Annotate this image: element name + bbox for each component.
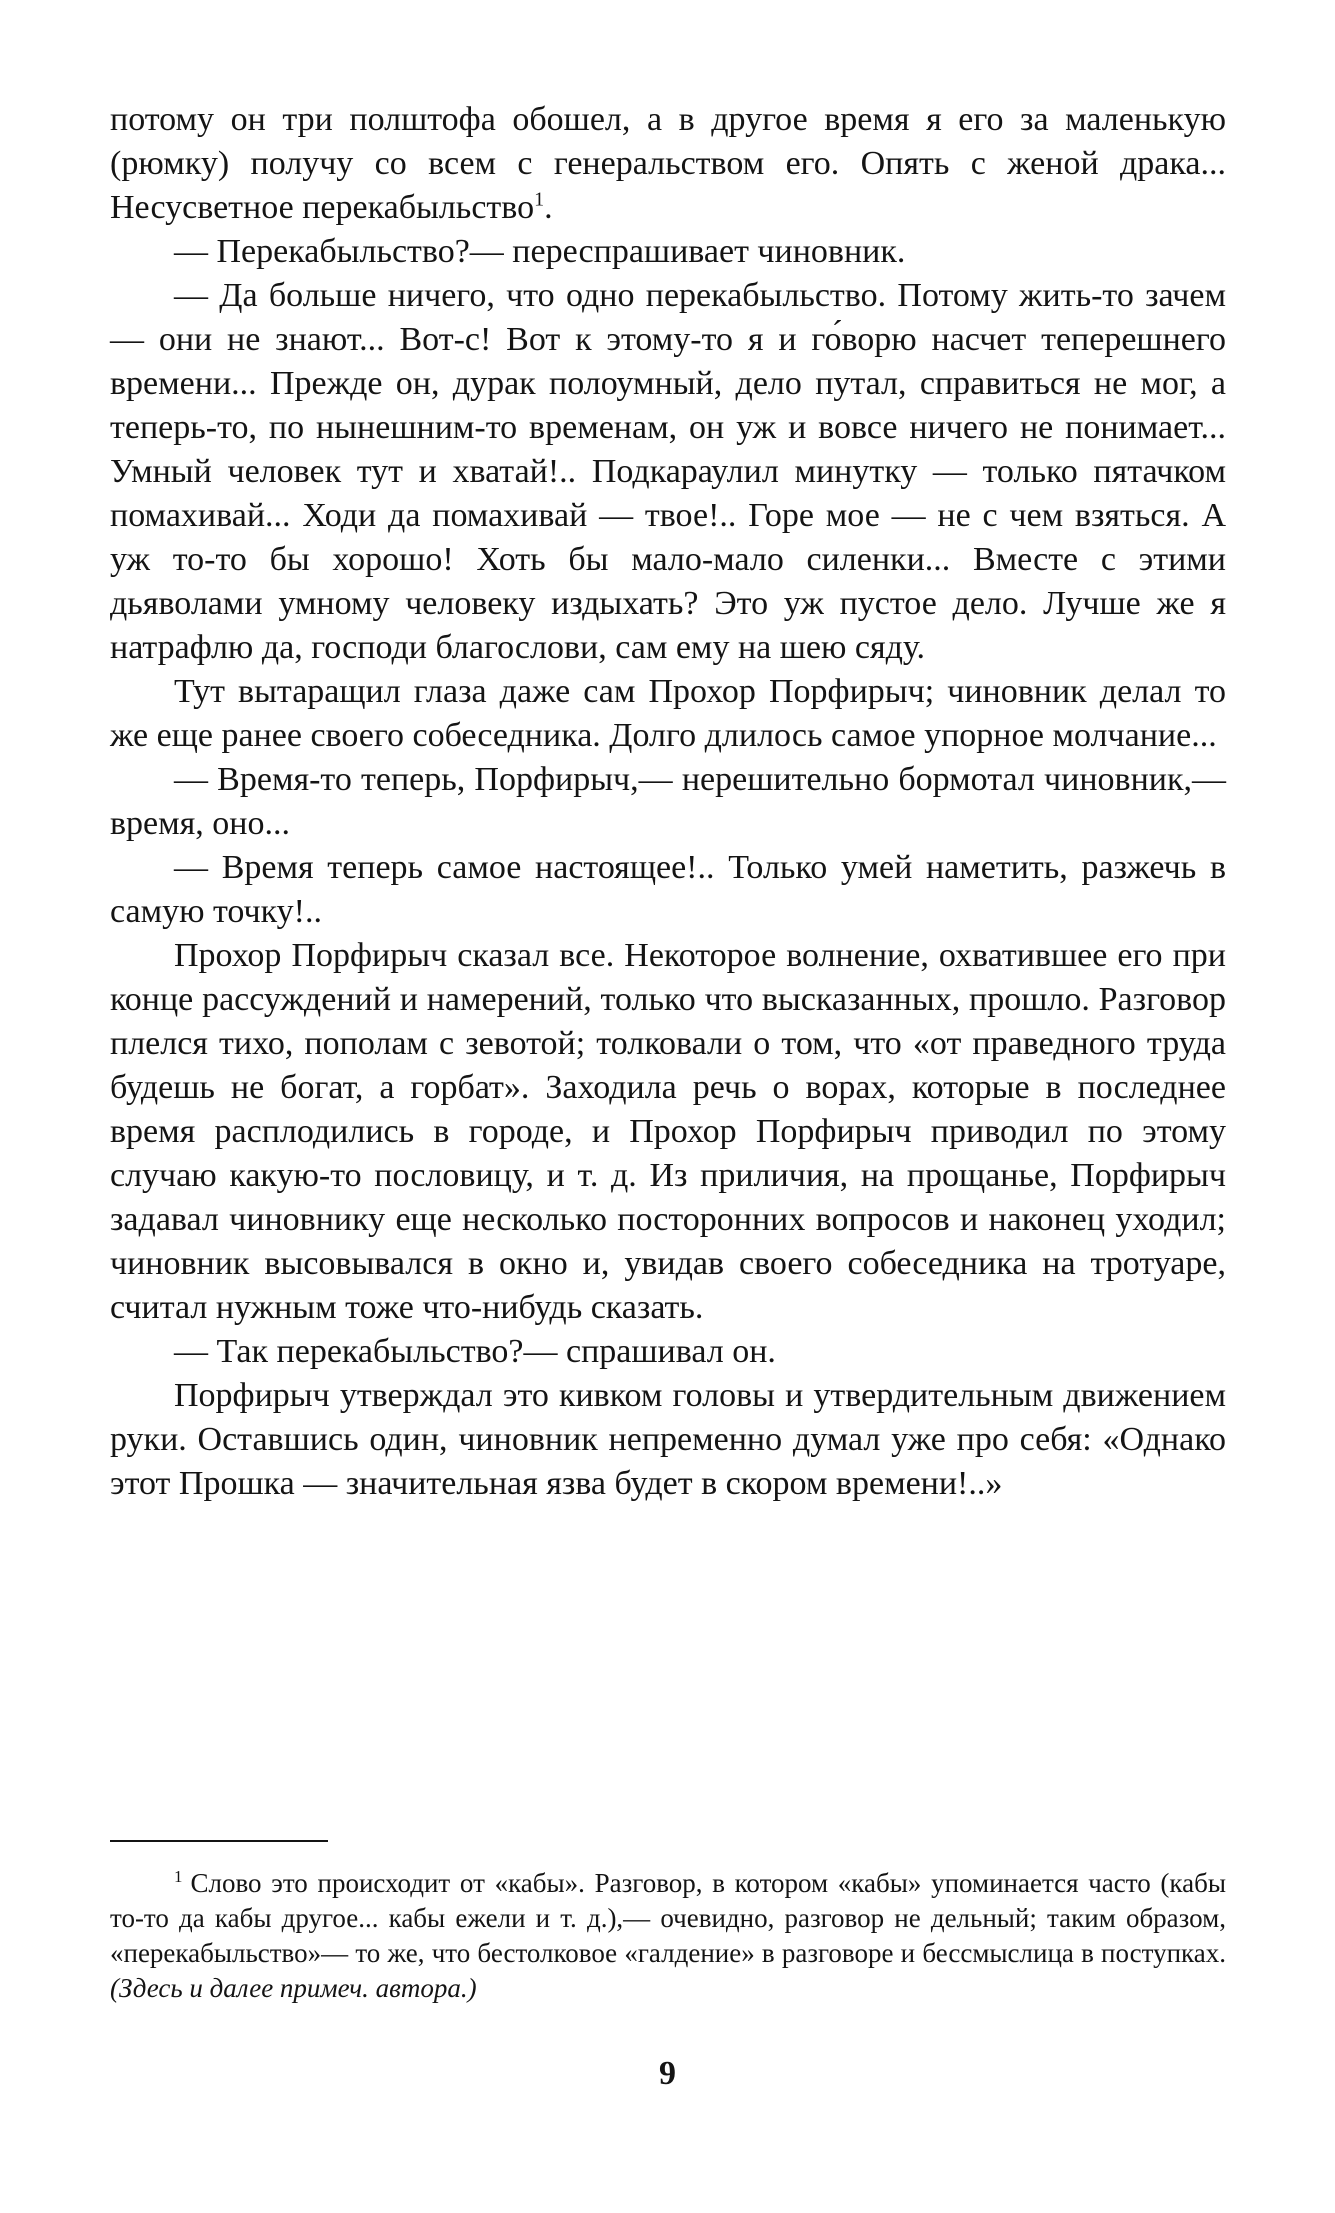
page-number: 9 (659, 2055, 676, 2092)
paragraph-text: потому он три полштофа обошел, а в другое время я его за маленькую (рюмку) получу со всем с генеральством его. Опять с женой драка... Несусветное перекабыльство (110, 101, 1226, 226)
footnote-reference: 1 (534, 188, 545, 211)
paragraph-tail: . (544, 189, 553, 226)
paragraph: — Так перекабыльство?— спрашивал он. (174, 1333, 776, 1370)
footnote-text: Слово это происходит от «кабы». Разговор, в котором «кабы» упоминается часто (кабы то-то да кабы другое... кабы ежели и т. д.),— очевидно, разговор не дельный; таким образом, «перекабыльство»— то же, что бестолковое «галдение» в разговоре и бессмыслица в поступках. (110, 1868, 1226, 1968)
footnote-paragraph (110, 1866, 1226, 2006)
paragraph: — Время теперь самое настоящее!.. Только умей наметить, разжечь в самую точку!.. (110, 849, 1226, 930)
footnote-mark: 1 (174, 1867, 183, 1886)
paragraph: Тут вытаращил глаза даже сам Прохор Порфирыч; чиновник делал то же еще ранее своего собеседника. Долго длилось самое упорное молчание... (110, 673, 1226, 754)
paragraph: — Перекабыльство?— переспрашивает чиновник. (174, 233, 906, 270)
paragraph: — Время-то теперь, Порфирыч,— нерешительно бормотал чиновник,— время, оно... (110, 761, 1226, 842)
main-text (110, 98, 1226, 1506)
footnote-divider (110, 1840, 328, 1842)
paragraph: — Да больше ничего, что одно перекабыльство. Потому жить-то зачем — они не знают... Вот-с! Вот к этому-то я и го́ворю насчет теперешнего времени... Прежде он, дурак полоумный, дело путал, справиться не мог, а теперь-то, по нынешним-то временам, он уж и вовсе ничего не понимает... Умный человек тут и хватай!.. Подкараулил минутку — только пятачком помахивай... Ходи да помахивай — твое!.. Горе мое — не с чем взяться. А уж то-то бы хорошо! Хоть бы мало-мало силенки... Вместе с этими дьяволами умному человеку издыхать? Это уж пустое дело. Лучше же я натрафлю да, господи благослови, сам ему на шею сяду. (110, 277, 1226, 666)
paragraph: Прохор Порфирыч сказал все. Некоторое волнение, охватившее его при конце рассуждений и намерений, только что высказанных, прошло. Разговор плелся тихо, пополам с зевотой; толковали о том, что «от праведного труда будешь не богат, а горбат». Заходила речь о ворах, которые в последнее время расплодились в городе, и Прохор Порфирыч приводил по этому случаю какую-то пословицу, и т. д. Из приличия, на прощанье, Порфирыч задавал чиновнику еще несколько посторонних вопросов и наконец уходил; чиновник высовывался в окно и, увидав своего собеседника на тротуаре, считал нужным тоже что-нибудь сказать. (110, 937, 1226, 1326)
paragraph (110, 98, 1226, 230)
footnote (110, 1866, 1226, 2006)
paragraph: Порфирыч утверждал это кивком головы и утвердительным движением руки. Оставшись один, чиновник непременно думал уже про себя: «Однако этот Прошка — значительная язва будет в скором времени!..» (110, 1377, 1226, 1502)
author-note: (Здесь и далее примеч. автора.) (110, 1973, 477, 2003)
